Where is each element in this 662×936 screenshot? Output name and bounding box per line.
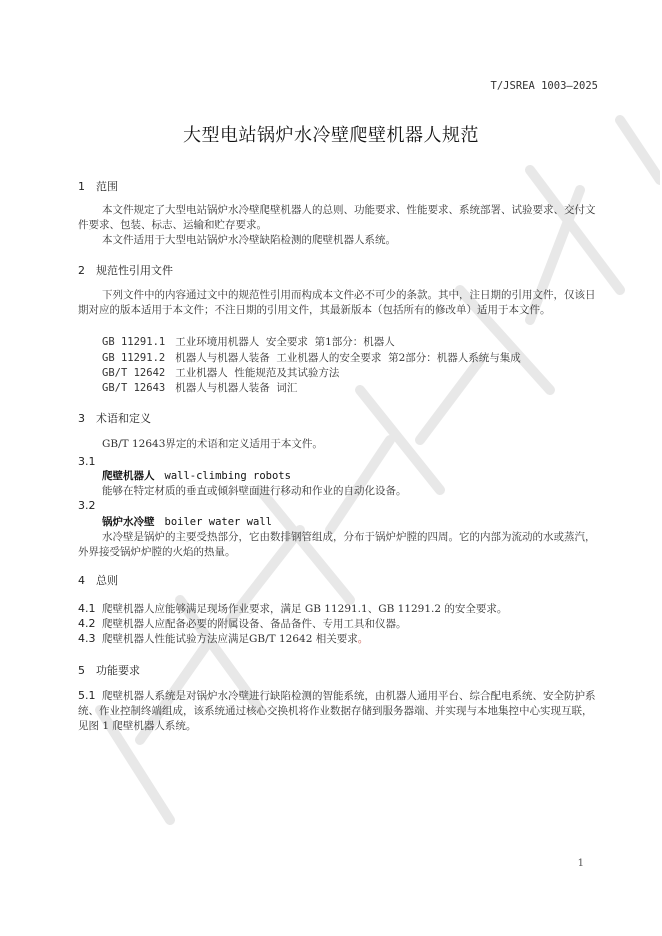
section-2-heading <box>78 262 173 278</box>
clause-5-1 <box>78 688 598 734</box>
clause-text: 爬壁机器人应配备必要的附属设备、备品备件、专用工具和仪器。 <box>102 618 407 630</box>
section-1-paragraph-2: 本文件适用于大型电站锅炉水冷壁缺陷检测的爬壁机器人系统。 <box>102 234 396 246</box>
term-number: 3.1 <box>78 455 96 468</box>
section-number: 4 <box>78 574 85 587</box>
clause-text: 爬壁机器人性能试验方法应满足GB/T 12642 相关要求 <box>102 633 358 645</box>
term-definition: 能够在特定材质的垂直或倾斜壁面进行移动和作业的自动化设备。 <box>102 485 407 497</box>
clause-end-mark: 。 <box>357 633 369 645</box>
clause-4-2 <box>78 616 598 632</box>
section-number: 2 <box>78 264 85 277</box>
term-number: 3.2 <box>78 499 96 512</box>
section-title: 总则 <box>96 574 118 587</box>
section-4-heading <box>78 572 118 588</box>
section-1-paragraph-1: 本文件规定了大型电站锅炉水冷壁爬壁机器人的总则、功能要求、性能要求、系统部署、试验要求、交付文件要求、包装、标志、运输和贮存要求。 <box>78 204 596 231</box>
term-entry <box>102 514 272 529</box>
section-title: 范围 <box>96 180 118 193</box>
section-title: 术语和定义 <box>96 412 151 425</box>
document-title: 大型电站锅炉水冷壁爬壁机器人规范 <box>183 125 479 146</box>
clause-number: 5.1 <box>78 689 96 702</box>
section-number: 5 <box>78 664 85 677</box>
reference-item: GB/T 12642 工业机器人 性能规范及其试验方法 <box>102 367 340 379</box>
section-3-paragraph-1: GB/T 12643界定的术语和定义适用于本文件。 <box>102 438 323 450</box>
reference-item: GB 11291.1 工业环境用机器人 安全要求 第1部分：机器人 <box>102 336 395 348</box>
term-chinese: 锅炉水冷壁 <box>102 516 155 528</box>
section-title: 功能要求 <box>96 664 140 677</box>
reference-item: GB/T 12643 机器人与机器人装备 词汇 <box>102 382 298 394</box>
standard-code: T/JSREA 1003—2025 <box>490 80 598 92</box>
clause-text: 爬壁机器人系统是对锅炉水冷壁进行缺陷检测的智能系统，由机器人通用平台、综合配电系统、安全防护系统、作业控制终端组成，该系统通过核心交换机将作业数据存储到服务器端、并实现与本地集控中心实现互联，见图 1 爬壁机器人系统。 <box>78 690 596 732</box>
section-1-heading <box>78 178 118 194</box>
watermark-graphic <box>60 60 660 860</box>
term-entry <box>102 468 291 483</box>
section-number: 3 <box>78 412 85 425</box>
clause-4-3 <box>78 631 598 647</box>
clause-number: 4.1 <box>78 602 96 615</box>
term-chinese: 爬壁机器人 <box>102 470 155 482</box>
term-english: boiler water wall <box>164 516 272 528</box>
section-number: 1 <box>78 180 85 193</box>
term-english: wall-climbing robots <box>164 470 291 482</box>
clause-number: 4.3 <box>78 632 96 645</box>
clause-text: 爬壁机器人应能够满足现场作业要求，满足 GB 11291.1、GB 11291.2 的安全要求。 <box>102 603 508 615</box>
section-5-heading <box>78 662 140 678</box>
term-definition: 水冷壁是锅炉的主要受热部分，它由数排钢管组成，分布于锅炉炉膛的四周。它的内部为流动的水或蒸汽，外界接受锅炉炉膛的火焰的热量。 <box>78 531 596 558</box>
clause-number: 4.2 <box>78 617 96 630</box>
reference-item: GB 11291.2 机器人与机器人装备 工业机器人的安全要求 第2部分：机器人系统与集成 <box>102 352 521 364</box>
section-title: 规范性引用文件 <box>96 264 173 277</box>
clause-4-1 <box>78 601 598 617</box>
section-2-paragraph-1: 下列文件中的内容通过文中的规范性引用而构成本文件必不可少的条款。其中，注日期的引用文件，仅该日期对应的版本适用于本文件；不注日期的引用文件，其最新版本（包括所有的修改单）适用于本文件。 <box>78 289 596 316</box>
page-number: 1 <box>577 858 584 869</box>
section-3-heading <box>78 410 151 426</box>
